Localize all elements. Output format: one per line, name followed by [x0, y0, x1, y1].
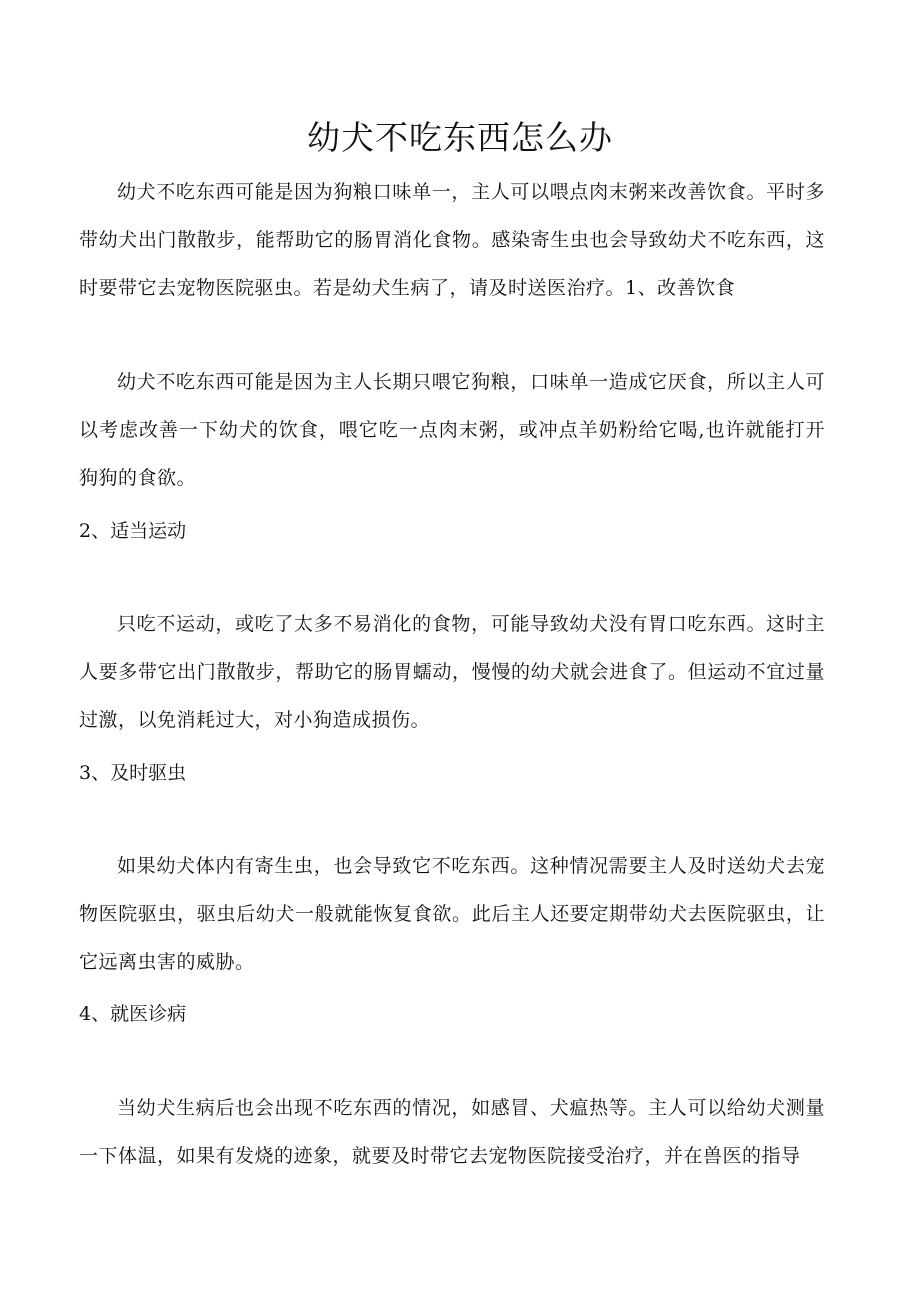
section-2-paragraph: 只吃不运动，或吃了太多不易消化的食物，可能导致幼犬没有胃口吃东西。这时主人要多带它出门散散步，帮助它的肠胃蠕动，慢慢的幼犬就会进食了。但运动不宜过量过激，以免消耗过大，对小狗造成损伤。 — [79, 613, 825, 731]
section-4-paragraph: 当幼犬生病后也会出现不吃东西的情况，如感冒、犬瘟热等。主人可以给幼犬测量一下体温，如果有发烧的迹象，就要及时带它去宠物医院接受治疗，并在兽医的指导 — [79, 1097, 825, 1167]
section-3-paragraph: 如果幼犬体内有寄生虫，也会导致它不吃东西。这种情况需要主人及时送幼犬去宠物医院驱虫，驱虫后幼犬一般就能恢复食欲。此后主人还要定期带幼犬去医院驱虫，让它远离虫害的威胁。 — [79, 855, 825, 973]
section-3-heading: 3、及时驱虫 — [79, 762, 187, 784]
document-title: 幼犬不吃东西怎么办 — [307, 118, 613, 157]
section-4-heading: 4、就医诊病 — [79, 1003, 187, 1025]
intro-paragraph: 幼犬不吃东西可能是因为狗粮口味单一，主人可以喂点肉末粥来改善饮食。平时多带幼犬出门散散步，能帮助它的肠胃消化食物。感染寄生虫也会导致幼犬不吃东西，这时要带它去宠物医院驱虫。若是幼犬生病了，请及时送医治疗。1、改善饮食 — [79, 181, 825, 299]
section-2-heading: 2、适当运动 — [79, 520, 187, 542]
section-1-paragraph: 幼犬不吃东西可能是因为主人长期只喂它狗粮，口味单一造成它厌食，所以主人可以考虑改善一下幼犬的饮食，喂它吃一点肉末粥，或冲点羊奶粉给它喝,也许就能打开狗狗的食欲。 — [79, 371, 825, 489]
